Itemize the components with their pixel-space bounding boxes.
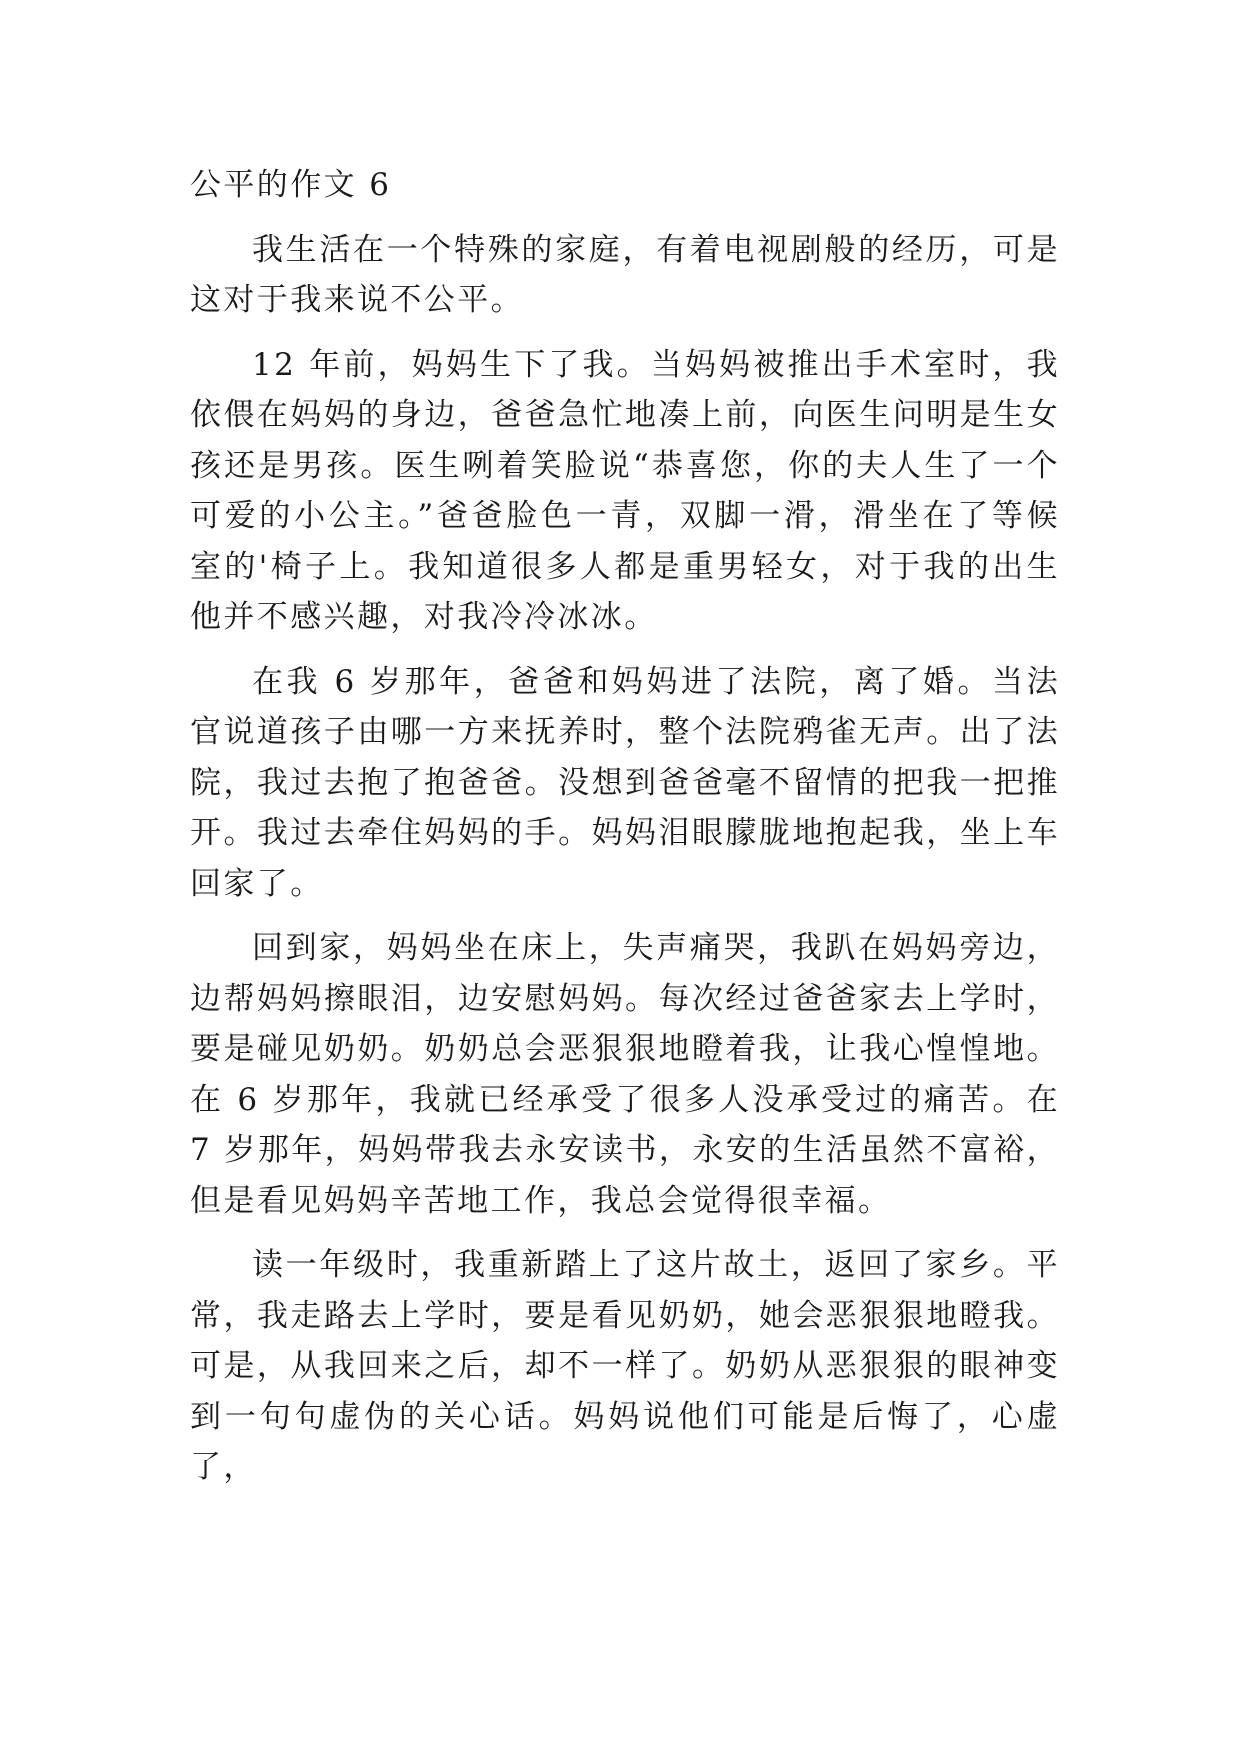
paragraph-1: 我生活在一个特殊的家庭，有着电视剧般的经历，可是这对于我来说不公平。 [190, 231, 1060, 318]
paragraph-3: 在我 6 岁那年，爸爸和妈妈进了法院，离了婚。当法官说道孩子由哪一方来抚养时，整个法院鸦雀无声。出了法院，我过去抱了抱爸爸。没想到爸爸毫不留情的把我一把推开。我过去牵住妈妈的手。妈妈泪眼朦胧地抱起我，坐上车回家了。 [190, 663, 1060, 902]
paragraph-5: 读一年级时，我重新踏上了这片故土，返回了家乡。平常，我走路去上学时，要是看见奶奶，她会恶狠狠地瞪我。可是，从我回来之后，却不一样了。奶奶从恶狠狠的眼神变到一句句虚伪的关心话。妈妈说他们可能是后悔了，心虚了， [190, 1247, 1060, 1485]
document-body [190, 160, 1060, 1507]
paragraph-2: 12 年前，妈妈生下了我。当妈妈被推出手术室时，我依偎在妈妈的身边，爸爸急忙地凑上前，向医生问明是生女孩还是男孩。医生咧着笑脸说“恭喜您，你的夫人生了一个可爱的小公主。”爸爸脸色一青，双脚一滑，滑坐在了等候室的'椅子上。我知道很多人都是重男轻女，对于我的出生他并不感兴趣，对我冷冷冰冰。 [190, 346, 1060, 635]
paragraph-4: 回到家，妈妈坐在床上，失声痛哭，我趴在妈妈旁边，边帮妈妈擦眼泪，边安慰妈妈。每次经过爸爸家去上学时，要是碰见奶奶。奶奶总会恶狠狠地瞪着我，让我心惶惶地。在 6 岁那年，我就已经承受了很多人没承受过的痛苦。在 7 岁那年，妈妈带我去永安读书，永安的生活虽然不富裕，但是看见妈妈辛苦地工作，我总会觉得很幸福。 [190, 930, 1060, 1219]
document-title: 公平的作文 6 [190, 167, 392, 203]
